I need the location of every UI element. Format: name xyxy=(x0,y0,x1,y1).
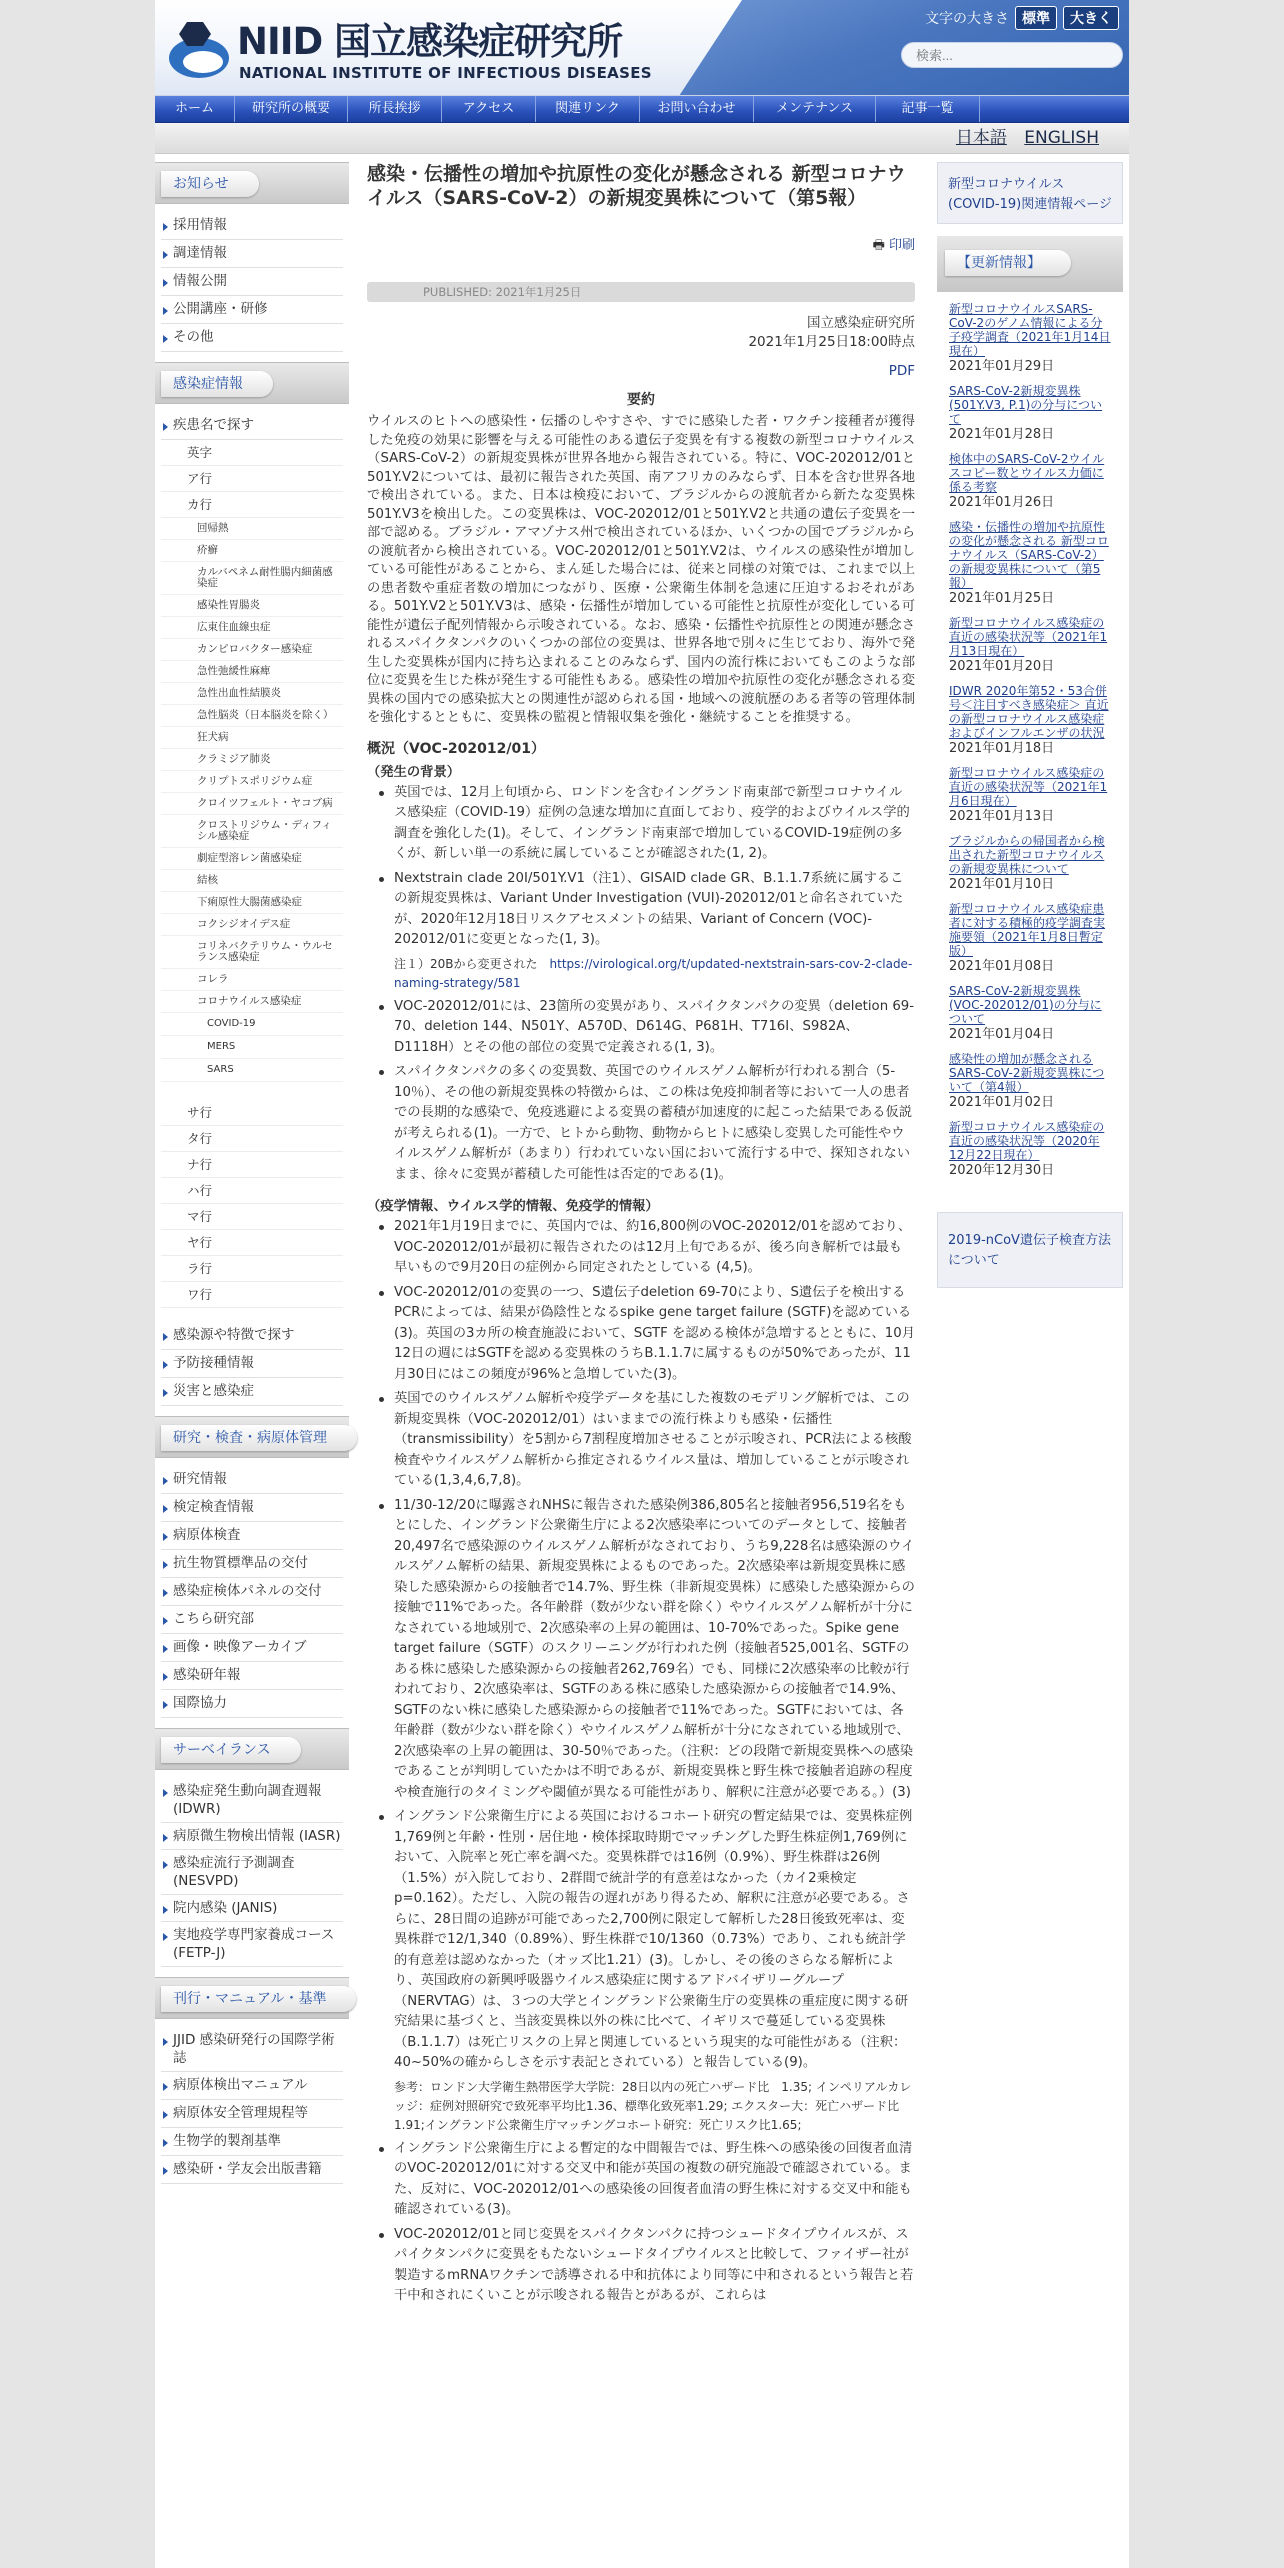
nav-about[interactable]: 研究所の概要 xyxy=(235,96,348,122)
update-date: 2020年12月30日 xyxy=(949,1163,1055,1178)
disease-item[interactable]: 狂犬病 xyxy=(161,727,343,749)
research-item[interactable]: 感染症検体パネルの交付 xyxy=(161,1578,343,1606)
site-title-en: NATIONAL INSTITUTE OF INFECTIOUS DISEASES xyxy=(239,64,652,82)
epi-title: （疫学情報、ウイルス学的情報、免疫学的情報） xyxy=(367,1199,659,1214)
disease-item[interactable]: コクシジオイデス症 xyxy=(161,914,343,936)
update-date: 2021年01月20日 xyxy=(949,659,1055,674)
disease-item[interactable]: 回帰熱 xyxy=(161,518,343,540)
research-item[interactable]: 抗生物質標準品の交付 xyxy=(161,1550,343,1578)
publication-item[interactable]: 病原体安全管理規程等 xyxy=(161,2100,343,2128)
list-item: VOC-202012/01と同じ変異をスパイクタンパクに持つシュードタイプウイルスが、スパイクタンパクに変異をもたないシュードタイプウイルスと比較して、ファイザー社が製造するmRNAワクチンで誘導される中和抗体により同等に中和されるという報告と若干中和されにくいことが示唆される報告とがあるが、これらは xyxy=(377,2225,915,2307)
article-title: 感染・伝播性の増加や抗原性の変化が懸念される 新型コロナウイルス（SARS-CoV-2）の新規変異株について（第5報） xyxy=(367,163,906,209)
update-item xyxy=(949,520,1113,607)
update-item xyxy=(949,302,1113,375)
update-date: 2021年01月29日 xyxy=(949,359,1055,374)
update-item xyxy=(949,834,1113,893)
notice-list xyxy=(155,204,349,362)
kana-item[interactable]: マ行 xyxy=(161,1204,343,1230)
disease-item[interactable]: 急性弛緩性麻痺 xyxy=(161,661,343,683)
pdf-link[interactable]: PDF xyxy=(888,363,915,379)
background-title: （発生の背景） xyxy=(367,764,461,780)
publication-item[interactable]: 生物学的製剤基準 xyxy=(161,2128,343,2156)
research-item[interactable]: こちら研究部 xyxy=(161,1606,343,1634)
surveillance-list xyxy=(155,1770,349,1977)
list-item: スパイクタンパクの多くの変異数、英国でのウイルスゲノム解析が行われる割合（5-10％）、その他の新規変異株の特徴からは、この株は免疫抑制者等において一人の患者での長期的な感染で、免疫逃避による変異の蓄積が加速度的に起こった結果である仮説が考えられる(1)。一方で、ヒトから動物、動物からヒトに感染し変異した可能性やウイルスゲノム解析が（あまり）行われていない国において流行する中で、探知されないまま、徐々に変異が蓄積した可能性は否定的である(1)。 xyxy=(377,1062,915,1185)
update-link[interactable]: 新型コロナウイルス感染症の直近の感染状況等（2020年12月22日現在） xyxy=(949,1120,1105,1162)
disease-item[interactable]: 広東住血線虫症 xyxy=(161,617,343,639)
update-link[interactable]: SARS-CoV-2新規変異株 (VOC-202012/01)の分与について xyxy=(949,984,1102,1026)
update-link[interactable]: 新型コロナウイルス感染症患者に対する積極的疫学調査実施要領（2021年1月8日暫定版） xyxy=(949,902,1106,958)
corona-item[interactable]: SARS xyxy=(161,1059,343,1082)
update-header: 【更新情報】 xyxy=(937,236,1123,292)
research-item[interactable]: 国際協力 xyxy=(161,1690,343,1718)
update-item xyxy=(949,902,1113,975)
disease-item[interactable]: クリプトスポリジウム症 xyxy=(161,771,343,793)
surveillance-item[interactable]: 病原微生物検出情報 (IASR) xyxy=(161,1823,343,1850)
update-link[interactable]: 感染・伝播性の増加や抗原性の変化が懸念される 新型コロナウイルス（SARS-CoV-2）の新規変異株について（第5報） xyxy=(949,520,1109,590)
research-item[interactable]: 検定検査情報 xyxy=(161,1494,343,1522)
corona-item[interactable]: MERS xyxy=(161,1036,343,1059)
overview-title: 概況（VOC-202012/01） xyxy=(367,740,545,757)
summary-text: ウイルスのヒトへの感染性・伝播のしやすさや、すでに感染した者・ワクチン接種者が獲得した免疫の効果に影響を与える可能性のある遺伝子変異を有する複数の新型コロナウイルス（SARS-CoV-2）の新規変異株が世界各地から報告されている。特に、VOC-202012/01と501Y.V2については、最初に報告された英国、南アフリカのみならず、日本を含む世界各地で検出されている。また、日本は検疫において、ブラジルからの渡航者から新たな変異株501Y.V3を検出した。この変異株は、VOC-202012/01と501Y.V2と共通の遺伝子変異を一部で認める。ブラジル・アマゾナス州で検出されているほか、いくつかの国でブラジルからの渡航者から検出されている。VOC-202012/01と501Y.V2は、ウイルスの感染性が増加している可能性があることから、まん延した場合には、従来と同様の対策では、これまで以上の患者数や重症者数の増加につながり、医療・公衆衛生体制を急速に圧迫するおそれがある。501Y.V2と501Y.V3は、感染・伝播性が増加している可能性と抗原性が変化している可能性が遺伝子配列情報から示唆されている。なお、感染・伝播性や抗原性との関連が懸念されるスパイクタンパクのいくつかの部位の変異は、世界各地で別々に生じており、海外で発生した変異株が国内に持ち込まれることのみならず、国内の流行株においてもこのような部位に変異を生じた株が発生する可能性もある。感染性の増加や抗原性の変化が懸念される変異株の国内での感染拡大との関連性が認められる国・地域への渡航歴のある者等の管理体制を強化するとともに、変異株の監視と情報収集を強化・継続することを推奨する。 xyxy=(367,414,915,725)
nav-home[interactable]: ホーム xyxy=(155,96,235,122)
covid-info-link[interactable]: 新型コロナウイルス(COVID-19)関連情報ページ xyxy=(948,177,1112,212)
article-date: 2021年1月25日18:00時点 xyxy=(748,334,915,350)
update-list xyxy=(937,292,1123,1198)
nav-articles[interactable]: 記事一覧 xyxy=(876,96,980,122)
update-date: 2021年01月10日 xyxy=(949,877,1055,892)
update-item xyxy=(949,1052,1113,1111)
publication-header: 刊行・マニュアル・基準 xyxy=(155,1977,349,2019)
nextstrain-link[interactable]: https://virological.org/t/updated-nextstrain-sars-cov-2-clade-naming-strategy/581 xyxy=(394,956,913,990)
update-date: 2021年01月04日 xyxy=(949,1027,1055,1042)
surveillance-header: サーベイランス xyxy=(155,1728,349,1770)
disease-item[interactable]: クラミジア肺炎 xyxy=(161,749,343,771)
kana-item[interactable]: ワ行 xyxy=(161,1282,343,1308)
publication-item[interactable]: JJID 感染研発行の国際学術誌 xyxy=(161,2027,343,2072)
font-size-label: 文字の大きさ xyxy=(925,11,1009,27)
disease-item[interactable]: 下痢原性大腸菌感染症 xyxy=(161,892,343,914)
nav-access[interactable]: アクセス xyxy=(442,96,536,122)
nav-greeting[interactable]: 所長挨拶 xyxy=(348,96,442,122)
surveillance-item[interactable]: 院内感染 (JANIS) xyxy=(161,1895,343,1922)
list-item: 英国でのウイルスゲノム解析や疫学データを基にした複数のモデリング解析では、この新規変異株（VOC-202012/01）はいままでの流行株よりも感染・伝播性（transmissibility）を5割から7割程度増加させることが示唆され、PCR法による核酸検査やウイルスゲノム解析から推定されるウイルス量は、増加していることが示唆されている(1,3,4,6,7,8)。 xyxy=(377,1389,915,1492)
update-item xyxy=(949,766,1113,825)
covid-info-box xyxy=(937,162,1123,224)
update-link[interactable]: 新型コロナウイルス感染症の直近の感染状況等（2021年1月13日現在） xyxy=(949,616,1108,658)
kana-list-2 xyxy=(161,1100,343,1308)
update-link[interactable]: 検体中のSARS-CoV-2ウイルスコピー数とウイルス力価に係る考察 xyxy=(949,452,1105,494)
research-item[interactable]: 病原体検査 xyxy=(161,1522,343,1550)
notice-item[interactable]: 調達情報 xyxy=(161,240,343,268)
disease-header: 感染症情報 xyxy=(155,362,349,404)
update-item xyxy=(949,684,1113,757)
disease-item[interactable]: コリネバクテリウム・ウルセランス感染症 xyxy=(161,936,343,969)
print-label[interactable]: 印刷 xyxy=(888,238,915,253)
main-nav xyxy=(155,96,1129,123)
nav-links[interactable]: 関連リンク xyxy=(536,96,640,122)
update-date: 2021年01月25日 xyxy=(949,591,1055,606)
update-link[interactable]: SARS-CoV-2新規変異株 (501Y.V3, P.1)の分与について xyxy=(949,384,1103,426)
disease-item[interactable]: コロナウイルス感染症 xyxy=(161,991,343,1013)
nav-maintenance[interactable]: メンテナンス xyxy=(754,96,876,122)
list-item: 2021年1月19日までに、英国内では、約16,800例のVOC-202012/01を認めており、VOC-202012/01が最初に報告されたのは12月上旬であるが、後ろ向き解析では最も早いもので9月20日の症例から同定されたとしている (4,5)。 xyxy=(377,1217,915,1279)
list-item: 11/30-12/20に曝露されNHSに報告された感染例386,805名と接触者956,519名をもとにした、イングランド公衆衛生庁による2次感染率についてのデータとして、接触者20,497名で感染源のウイルスゲノム解析がなされており、うち9,228名は感染源のウイルスゲノム解析の結果、新規変異株によるものであった。2次感染率は新規変異株に感染した感染源からの接触者で14.7%、野生株（非新規変異株）に感染した感染源からの接触で11%であった。各年齢群（数が少ない群を除く）やウイルスゲノム解析が十分になされている地域別で、2次感染率の上昇の範囲は、10-70%であった。Spike gene target failure（SGTF）のスクリーニングが行われた例（接触者525,001名、SGTFのある株に感染した感染源からの接触者262,769名）でも、同様に2次感染率の比較が行われており、2次感染率は、SGTFのある株に感染した感染源からの接触者で14.9%、SGTFのない株に感染した感染源からの接触者で11%であった。SGTFにおいては、各年齢群（数が少ない群を除く）やウイルスゲノム解析が十分になされている地域別で、2次感染率の上昇の範囲は、30-50％であった。（注釈：どの段階で新規変異株への感染であることが判明していたかは不明であるが、新規変異株と野生株で接触者追跡の程度や検査施行のタイミングや閾値が異なる可能性があり、解釈に注意が必要である。）(3) xyxy=(377,1496,915,1804)
update-date: 2021年01月26日 xyxy=(949,495,1055,510)
disease-item[interactable]: クロストリジウム・ディフィシル感染症 xyxy=(161,815,343,848)
pcr-method-link[interactable]: 2019-nCoV遺伝子検査方法について xyxy=(948,1233,1111,1268)
nav-contact[interactable]: お問い合わせ xyxy=(640,96,754,122)
update-item xyxy=(949,984,1113,1043)
disease-item[interactable]: カンピロバクター感染症 xyxy=(161,639,343,661)
update-date: 2021年01月28日 xyxy=(949,427,1055,442)
disease-more-item[interactable]: 災害と感染症 xyxy=(161,1378,343,1406)
kana-item[interactable]: ア行 xyxy=(161,466,343,492)
pcr-method-box xyxy=(937,1212,1123,1288)
epi-footnote: 参考：ロンドン大学衛生熱帯医学大学院：28日以内の死亡ハザード比 1.35; インペリアルカレッジ：症例対照研究で致死率平均比1.36、標準化致死率1.29; エクスター大：死亡ハザード比1.91;イングランド公衆衛生庁マッチングコホート研究：死亡リスク比1.65; xyxy=(394,2079,912,2132)
update-link[interactable]: IDWR 2020年第52・53合併号＜注目すべき感染症＞ 直近の新型コロナウイルス感染症およびインフルエンザの状況 xyxy=(949,684,1109,740)
notice-item[interactable]: 公開講座・研修 xyxy=(161,296,343,324)
page xyxy=(155,0,1129,2568)
update-link[interactable]: 新型コロナウイルスSARS-CoV-2のゲノム情報による分子疫学調査（2021年1月14日現在） xyxy=(949,302,1111,358)
disease-item[interactable]: コレラ xyxy=(161,969,343,991)
disease-item[interactable]: 急性脳炎（日本脳炎を除く） xyxy=(161,705,343,727)
list-item: Nextstrain clade 20I/501Y.V1（注1）、GISAID clade GR、B.1.1.7系統に属するこの新規変異株は、Variant Under Investigation (VUI)-202012/01と命名されていたが、2020年12月18日リスクアセスメントの結果、Variant of Concern (VOC)- 202012/01に変更となった(1, 3)。 注１）20Bから変更された https://virological.org/t/updated-nextstrain-sars-cov-2-clade-naming-strategy/581 xyxy=(377,869,915,993)
disease-item[interactable]: 劇症型溶レン菌感染症 xyxy=(161,848,343,870)
epi-list xyxy=(377,1217,915,2307)
print-link[interactable] xyxy=(367,234,915,258)
article-org: 国立感染症研究所 xyxy=(807,315,915,331)
research-item[interactable]: 研究情報 xyxy=(161,1466,343,1494)
language-bar xyxy=(155,123,1129,154)
update-link[interactable]: ブラジルからの帰国者から検出された新型コロナウイルスの新規変異株について xyxy=(949,834,1105,876)
surveillance-item[interactable]: 実地疫学専門家養成コース (FETP-J) xyxy=(161,1922,343,1967)
update-link[interactable]: 感染性の増加が懸念されるSARS-CoV-2新規変異株について（第4報） xyxy=(949,1052,1105,1094)
surveillance-item[interactable]: 感染症流行予測調査 (NESVPD) xyxy=(161,1850,343,1895)
corona-list xyxy=(161,1013,343,1090)
notice-item[interactable]: 情報公開 xyxy=(161,268,343,296)
right-sidebar xyxy=(937,162,1123,1288)
research-item[interactable]: 感染研年報 xyxy=(161,1662,343,1690)
disease-item[interactable]: クロイツフェルト・ヤコブ病 xyxy=(161,793,343,815)
font-large-button[interactable]: 大きく xyxy=(1063,6,1119,30)
list-item: イングランド公衆衛生庁による暫定的な中間報告では、野生株への感染後の回復者血清のVOC-202012/01に対する交叉中和能が英国の複数の研究施設で確認されている。また、反対に、VOC-202012/01への感染後の回復者血清の野生株に対する交叉中和能も確認されている(3)。 xyxy=(377,2139,915,2221)
update-item xyxy=(949,384,1113,443)
site-title-jp[interactable]: NIID 国立感染症研究所 xyxy=(237,20,623,63)
article xyxy=(367,162,915,2311)
kana-item[interactable]: タ行 xyxy=(161,1126,343,1152)
list-item: 英国では、12月上旬頃から、ロンドンを含むイングランド南東部で新型コロナウイルス感染症（COVID-19）症例の急速な増加に直面しており、疫学的およびウイルス学的調査を強化した(1)。そして、イングランド南東部で増加しているCOVID-19症例の多くが、新しい単一の系統に属していることが確認された(1, 2)。 xyxy=(377,783,915,865)
notice-item[interactable]: 採用情報 xyxy=(161,212,343,240)
background-list xyxy=(377,783,915,1186)
corona-item[interactable]: COVID-19 xyxy=(161,1013,343,1036)
kana-item[interactable]: ヤ行 xyxy=(161,1230,343,1256)
research-item[interactable]: 画像・映像アーカイブ xyxy=(161,1634,343,1662)
list-item: VOC-202012/01の変異の一つ、S遺伝子deletion 69-70により、S遺伝子を検出するPCRによっては、結果が偽陰性となるspike gene target failure (SGTF)を認めている(3)。英国の3カ所の検査施設において、SGTF を認める検体が急増するとともに、10月12日の週にはSGTFを認める変異株のうちB.1.1.7に属するものが50%であったが、11月30日にはこの頻度が96%と急増していた(3)。 xyxy=(377,1283,915,1386)
site-header xyxy=(155,0,1129,96)
disease-more-item[interactable]: 感染源や特徴で探す xyxy=(161,1322,343,1350)
kana-item[interactable]: サ行 xyxy=(161,1100,343,1126)
kana-item[interactable]: ハ行 xyxy=(161,1178,343,1204)
research-list xyxy=(155,1458,349,1728)
publication-list xyxy=(155,2019,349,2194)
update-date: 2021年01月02日 xyxy=(949,1095,1055,1110)
disease-more-item[interactable]: 予防接種情報 xyxy=(161,1350,343,1378)
kana-item[interactable]: ナ行 xyxy=(161,1152,343,1178)
update-item xyxy=(949,616,1113,675)
kana-item[interactable]: ラ行 xyxy=(161,1256,343,1282)
kana-item[interactable]: 英字 xyxy=(161,440,343,466)
search-input[interactable] xyxy=(901,42,1123,68)
update-date: 2021年01月18日 xyxy=(949,741,1055,756)
publication-item[interactable]: 感染研・学友会出版書籍 xyxy=(161,2156,343,2184)
published-bar: PUBLISHED: 2021年1月25日 xyxy=(367,282,915,302)
update-date: 2021年01月13日 xyxy=(949,809,1055,824)
niid-logo-icon[interactable] xyxy=(167,18,231,82)
disease-list xyxy=(155,404,349,1416)
notice-header: お知らせ xyxy=(155,162,349,204)
disease-item[interactable]: 感染性胃腸炎 xyxy=(161,595,343,617)
kana-item[interactable]: カ行 xyxy=(161,492,343,518)
list-item: イングランド公衆衛生庁による英国におけるコホート研究の暫定結果では、変異株症例1,769例と年齢・性別・居住地・検体採取時期でマッチングした野生株症例1,769例において、入院率と死亡率を調べた。変異株群では16例（0.9%）、野生株群は26例（1.5%）が入院しており、2群間で統計学的有意差はなかった（カイ2乗検定 p=0.162）。ただし、入院の報告の遅れがあり得るため、解釈に注意が必要である。さらに、28日間の追跡が可能であった2,700例に限定して解析した28日後致死率は、変異株群で12/1,340（0.89%）、野生株群で10/1360（0.73%）であり、これも統計学的有意差は認めなかった（オッズ比1.21）(3)。しかし、その後のさらなる解析により、英国政府の新興呼吸器ウイルス感染症に関するアドバイザリーグループ（NERVTAG）は、３つの大学とイングランド公衆衛生庁の変異株の重症度に関する研究結果に基づくと、当該変異株以外の株に比べて、イギリスで蔓延している変異株（B.1.1.7）は死亡リスクの上昇と関連しているという現実的な可能性がある（注釈：40~50%の確からしさを示す表記とされている）と報告している(9)。 参考：ロンドン大学衛生熱帯医学大学院：28日以内の死亡ハザード比 1.35; インペリアルカレッジ：症例対照研究で致死率平均比1.36、標準化致死率1.29; エクスター大：死亡ハザード比1.91;イングランド公衆衛生庁マッチングコホート研究：死亡リスク比1.65; xyxy=(377,1807,915,2135)
update-item xyxy=(949,1120,1113,1179)
list-item: VOC-202012/01には、23箇所の変異があり、スパイクタンパクの変異（deletion 69-70、deletion 144、N501Y、A570D、D614G、P681H、T716I、S982A、D1118H）とその他の部位の変異で定義される(1, 3)。 xyxy=(377,997,915,1059)
publication-item[interactable]: 病原体検出マニュアル xyxy=(161,2072,343,2100)
font-size-switcher xyxy=(925,6,1119,30)
lang-en-link[interactable]: ENGLISH xyxy=(1024,128,1099,148)
ka-disease-list xyxy=(161,518,343,1013)
summary-title: 要約 xyxy=(627,392,655,408)
surveillance-item[interactable]: 感染症発生動向調査週報 (IDWR) xyxy=(161,1778,343,1823)
disease-item[interactable]: 疥癬 xyxy=(161,540,343,562)
disease-item[interactable]: カルバペネム耐性腸内細菌感染症 xyxy=(161,562,343,595)
left-sidebar xyxy=(155,162,349,2194)
disease-search-link[interactable]: 疾患名で探す xyxy=(161,412,343,440)
footnote: 注１）20Bから変更された https://virological.org/t/updated-nextstrain-sars-cov-2-clade-naming-strategy/581 xyxy=(394,956,913,990)
notice-item[interactable]: その他 xyxy=(161,324,343,352)
update-date: 2021年01月08日 xyxy=(949,959,1055,974)
update-item xyxy=(949,452,1113,511)
research-header: 研究・検査・病原体管理 xyxy=(155,1416,349,1458)
disease-item[interactable]: 急性出血性結膜炎 xyxy=(161,683,343,705)
disease-item[interactable]: 結核 xyxy=(161,870,343,892)
update-link[interactable]: 新型コロナウイルス感染症の直近の感染状況等（2021年1月6日現在） xyxy=(949,766,1108,808)
lang-ja-link[interactable]: 日本語 xyxy=(955,128,1007,148)
font-standard-button[interactable]: 標準 xyxy=(1015,6,1057,30)
print-icon: 🖶 xyxy=(872,238,885,253)
